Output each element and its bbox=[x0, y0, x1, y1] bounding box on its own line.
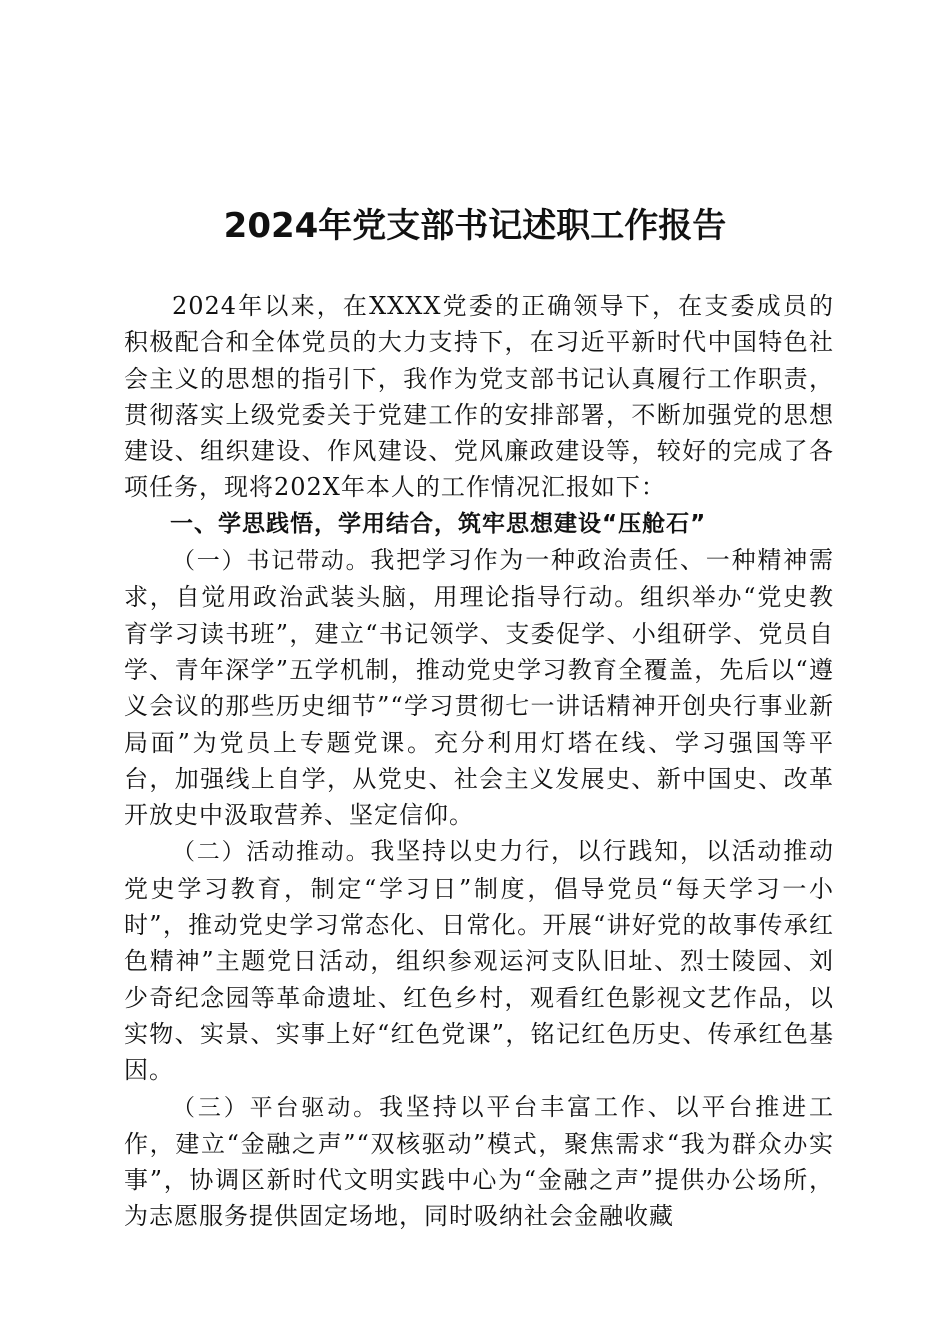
section-heading: 一、学思践悟，学用结合，筑牢思想建设“压舱石” bbox=[170, 510, 707, 537]
paragraph-activity-drive bbox=[124, 833, 834, 1088]
document-body bbox=[124, 288, 834, 1235]
paragraph-leader-drive bbox=[124, 542, 834, 833]
document-title: 2024年党支部书记述职工作报告 bbox=[223, 206, 727, 246]
paragraph-lead: （二）活动推动。 bbox=[172, 839, 371, 866]
paragraph-text: 我坚持以史力行，以行践知，以活动推动党史学习教育，制定“学习日”制度，倡导党员“每天学习一小时”，推动党史学习常态化、日常化。开展“讲好党的故事传承红色精神”主题党日活动，组织参观运河支队旧址、烈士陵园、刘少奇纪念园等革命遗址、红色乡村，观看红色影视文艺作品，以实物、实景、实事上好“红色党课”，铭记红色历史、传承红色基因。 bbox=[124, 837, 835, 1085]
intro-paragraph: 2024年以来，在XXXX党委的正确领导下，在支委成员的积极配合和全体党员的大力支持下，在习近平新时代中国特色社会主义的思想的指引下，我作为党支部书记认真履行工作职责，贯彻落实上级党委关于党建工作的安排部署，不断加强党的思想建设、组织建设、作风建设、党风廉政建设等，较好的完成了各项任务，现将202X年本人的工作情况汇报如下： bbox=[124, 292, 834, 502]
paragraph-lead: （一）书记带动。 bbox=[172, 548, 371, 575]
paragraph-platform-drive bbox=[124, 1089, 834, 1235]
paragraph-text: 我坚持以平台丰富工作、以平台推进工作，建立“金融之声”“双核驱动”模式，聚焦需求“我为群众办实事”，协调区新时代文明实践中心为“金融之声”提供办公场所，为志愿服务提供固定场地，同时吸纳社会金融收藏 bbox=[124, 1092, 834, 1231]
paragraph-text: 我把学习作为一种政治责任、一种精神需求，自觉用政治武装头脑，用理论指导行动。组织举办“党史教育学习读书班”，建立“书记领学、支委促学、小组研学、党员自学、青年深学”五学机制，推动党史学习教育全覆盖，先后以“遵义会议的那些历史细节”“学习贯彻七一讲话精神开创央行事业新局面”为党员上专题党课。充分利用灯塔在线、学习强国等平台，加强线上自学，从党史、社会主义发展史、新中国史、改革开放史中汲取营养、坚定信仰。 bbox=[124, 546, 835, 830]
paragraph-lead: （三）平台驱动。 bbox=[172, 1094, 379, 1121]
